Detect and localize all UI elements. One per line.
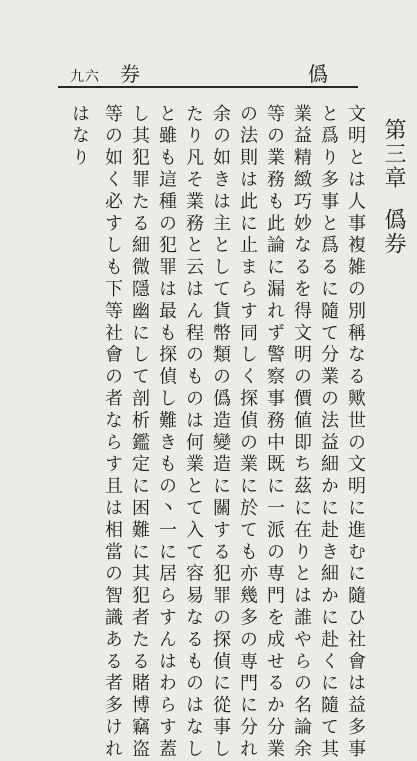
text-column: と雖も這種の犯罪は最も探偵し難きもの丶一に居らすんはわらす蓋 [156,104,177,761]
header-rule [58,86,358,88]
chapter-title: 僞券 [381,208,406,256]
text-column: と爲り多事と爲るに隨て分業の法益細かに赴き細かに赴くに隨て其 [318,104,339,761]
text-column: 余の如きは主として貨幣類の僞造變造に關する犯罪の探偵に從事し [210,104,231,761]
running-title [120,58,330,87]
text-column: 業益精緻巧妙なるを得文明の價値即ち茲に在りとは誰やらの名論余 [291,104,312,761]
running-title-right: 僞 [308,62,330,86]
text-column: の法則は此に止まらす同しく探偵の業に於ても亦幾多の専門に分れ [237,104,258,761]
text-column: はなり [69,104,90,170]
text-column: し其犯罪たる細微隱幽にして剖析鑑定に困難に其犯者たる賭博竊盗 [129,104,150,761]
chapter-number: 第三章 [381,118,406,190]
text-column: 等の如く必すしも下等社會の者ならす且は相當の智識ある者多けれ [102,104,123,761]
chapter-heading [378,118,409,256]
text-column: 等の業務も此論に漏れず警察事務中既に一派の専門を成せるか分業 [264,104,285,761]
text-column: 文明とは人事複雑の別稱なる歟世の文明に進むに隨ひ社會は益多事 [345,104,366,761]
page-number: 九六 [70,69,100,85]
text-column: たり凡そ業務と云はん程のものは何業とて入て容易なるものはなし [183,104,204,761]
running-title-left: 券 [120,62,142,86]
